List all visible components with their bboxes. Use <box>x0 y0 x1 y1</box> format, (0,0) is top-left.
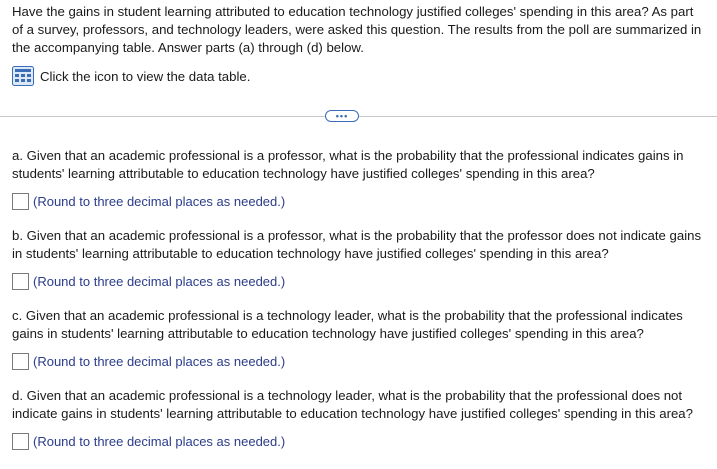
answer-row-a <box>12 193 285 210</box>
question-part-a: a. Given that an academic professional is a professor, what is the probability that the professional indicates gains in students' learning attributable to education technology have justified colleges' spending in this area? <box>12 148 684 181</box>
answer-input-a[interactable] <box>12 193 29 210</box>
answer-row-c <box>12 353 285 370</box>
expand-more-button[interactable] <box>325 110 359 122</box>
answer-row-d <box>12 433 285 450</box>
rounding-hint-b: (Round to three decimal places as needed.) <box>33 274 286 289</box>
question-part-c: c. Given that an academic professional is a technology leader, what is the probability that the professional indicates gains in students' learning attributable to education technology have justified colleges' spending in this area? <box>12 308 683 341</box>
answer-input-d[interactable] <box>12 433 29 450</box>
answer-row-b <box>12 273 285 290</box>
answer-input-b[interactable] <box>12 273 29 290</box>
question-part-d: d. Given that an academic professional is a technology leader, what is the probability that the professional does not indicate gains in students' learning attributable to education technology have justified colleges' spending in this area? <box>12 388 693 421</box>
rounding-hint-d: (Round to three decimal places as needed.) <box>33 434 286 449</box>
rounding-hint-c: (Round to three decimal places as needed.) <box>33 354 286 369</box>
rounding-hint-a: (Round to three decimal places as needed.) <box>33 194 286 209</box>
data-table-link-label[interactable]: Click the icon to view the data table. <box>40 68 251 84</box>
answer-input-c[interactable] <box>12 353 29 370</box>
data-table-link[interactable] <box>12 66 250 86</box>
grid-table-icon[interactable] <box>12 66 34 86</box>
more-label: ••• <box>335 111 349 121</box>
problem-intro: Have the gains in student learning attributed to education technology justified colleges' spending in this area? As part of a survey, professors, and technology leaders, were asked this question. The results from the poll are summarized in the accompanying table. Answer parts (a) through (d) below. <box>12 4 702 55</box>
question-part-b: b. Given that an academic professional is a professor, what is the probability that the professor does not indicate gains in students' learning attributable to education technology have justified colleges' spending in this area? <box>12 228 702 261</box>
